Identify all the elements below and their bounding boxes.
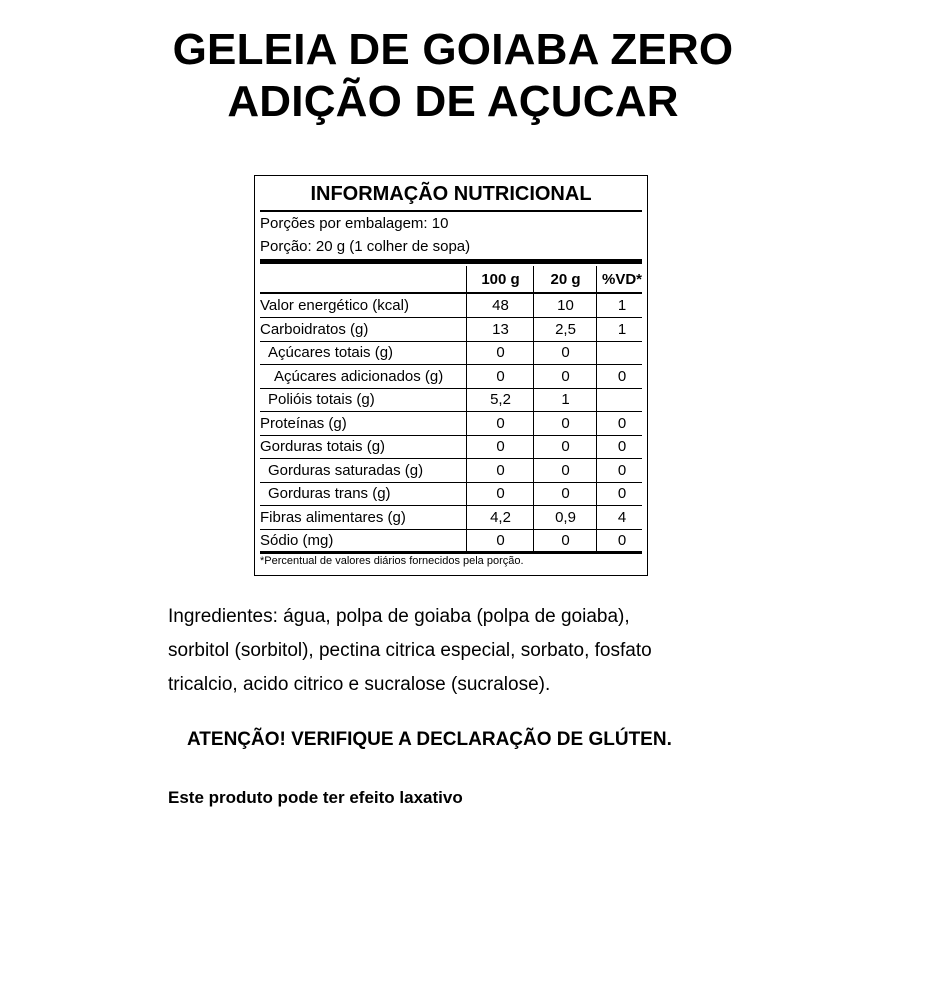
value-100g: 0 [496,414,505,432]
value-portion: 0 [561,438,570,455]
value-portion: 0 [561,344,570,361]
value-vd: 0 [617,438,627,455]
table-row [260,318,644,342]
value-100g: 0 [496,485,505,502]
value-portion: 0 [561,532,570,549]
header-100g: 100 g [481,271,520,288]
laxative-warning: Este produto pode ter efeito laxativo [168,788,463,807]
row-label: Valor energético (kcal) [260,297,409,314]
product-title-line1: GELEIA DE GOIABA ZERO [172,25,734,74]
product-title-line2: ADIÇÃO DE AÇUCAR [227,77,679,126]
gluten-warning: ATENÇÃO! VERIFIQUE A DECLARAÇÃO DE GLÚTEN. [187,729,672,750]
nutrition-title: INFORMAÇÃO NUTRICIONAL [310,183,592,205]
value-vd: 4 [617,508,627,526]
row-label: Sódio (mg) [260,532,334,549]
row-label: Carboidratos (g) [260,320,369,338]
value-100g: 0 [496,344,505,361]
table-row [260,529,644,553]
table-row [260,294,644,318]
value-portion: 0,9 [555,508,576,526]
value-100g: 0 [496,532,505,549]
value-100g: 4,2 [490,508,511,526]
value-vd: 1 [617,297,627,314]
table-row [260,435,644,459]
row-label: Proteínas (g) [260,414,347,432]
value-100g: 5,2 [490,391,511,408]
serving-size: Porção: 20 g (1 colher de sopa) [260,238,471,255]
divider [260,210,642,212]
table-row [260,365,644,389]
table-row [260,459,644,483]
table-row [260,482,644,506]
value-100g: 0 [496,438,505,455]
value-portion: 0 [561,367,570,385]
thick-divider [260,259,642,264]
value-portion: 2,5 [555,320,576,338]
row-label: Polióis totais (g) [268,391,375,408]
value-100g: 0 [496,367,505,385]
column-divider [596,266,597,551]
value-vd: 0 [617,414,627,432]
ingredients-line: tricalcio, acido citrico e sucralose (sucralose). [168,674,551,695]
ingredients-text [168,600,728,702]
row-label: Açúcares totais (g) [268,344,394,361]
row-label: Gorduras trans (g) [268,485,391,502]
value-portion: 0 [561,461,570,479]
row-label: Açúcares adicionados (g) [274,367,444,385]
value-vd: 0 [617,461,627,479]
divider [260,551,642,554]
value-portion: 0 [561,485,570,502]
table-row [260,341,644,365]
value-vd: 0 [617,485,627,502]
row-label: Gorduras totais (g) [260,438,386,455]
value-portion: 10 [557,297,574,314]
row-label: Fibras alimentares (g) [260,508,406,526]
value-vd: 1 [617,320,627,338]
value-100g: 48 [492,297,509,314]
column-divider [466,266,467,551]
value-portion: 1 [561,391,570,408]
ingredients-line: Ingredientes: água, polpa de goiaba (polpa de goiaba), [168,606,630,627]
ingredients-line: sorbitol (sorbitol), pectina citrica especial, sorbato, fosfato [168,640,652,661]
table-row [260,506,644,530]
table-header-row [260,266,644,290]
value-100g: 13 [492,320,509,338]
nutrition-facts-table [254,175,648,576]
row-label: Gorduras saturadas (g) [268,461,424,479]
table-row [260,412,644,436]
table-row [260,388,644,412]
header-vd: %VD* [601,271,642,288]
value-vd: 0 [617,532,627,549]
value-100g: 0 [496,461,505,479]
footnote: *Percentual de valores diários fornecidos pela porção. [260,555,524,567]
servings-per-package: Porções por embalagem: 10 [260,215,449,232]
column-divider [533,266,534,551]
value-vd: 0 [617,367,627,385]
value-portion: 0 [561,414,570,432]
product-title [0,24,906,128]
header-portion: 20 g [550,271,581,288]
